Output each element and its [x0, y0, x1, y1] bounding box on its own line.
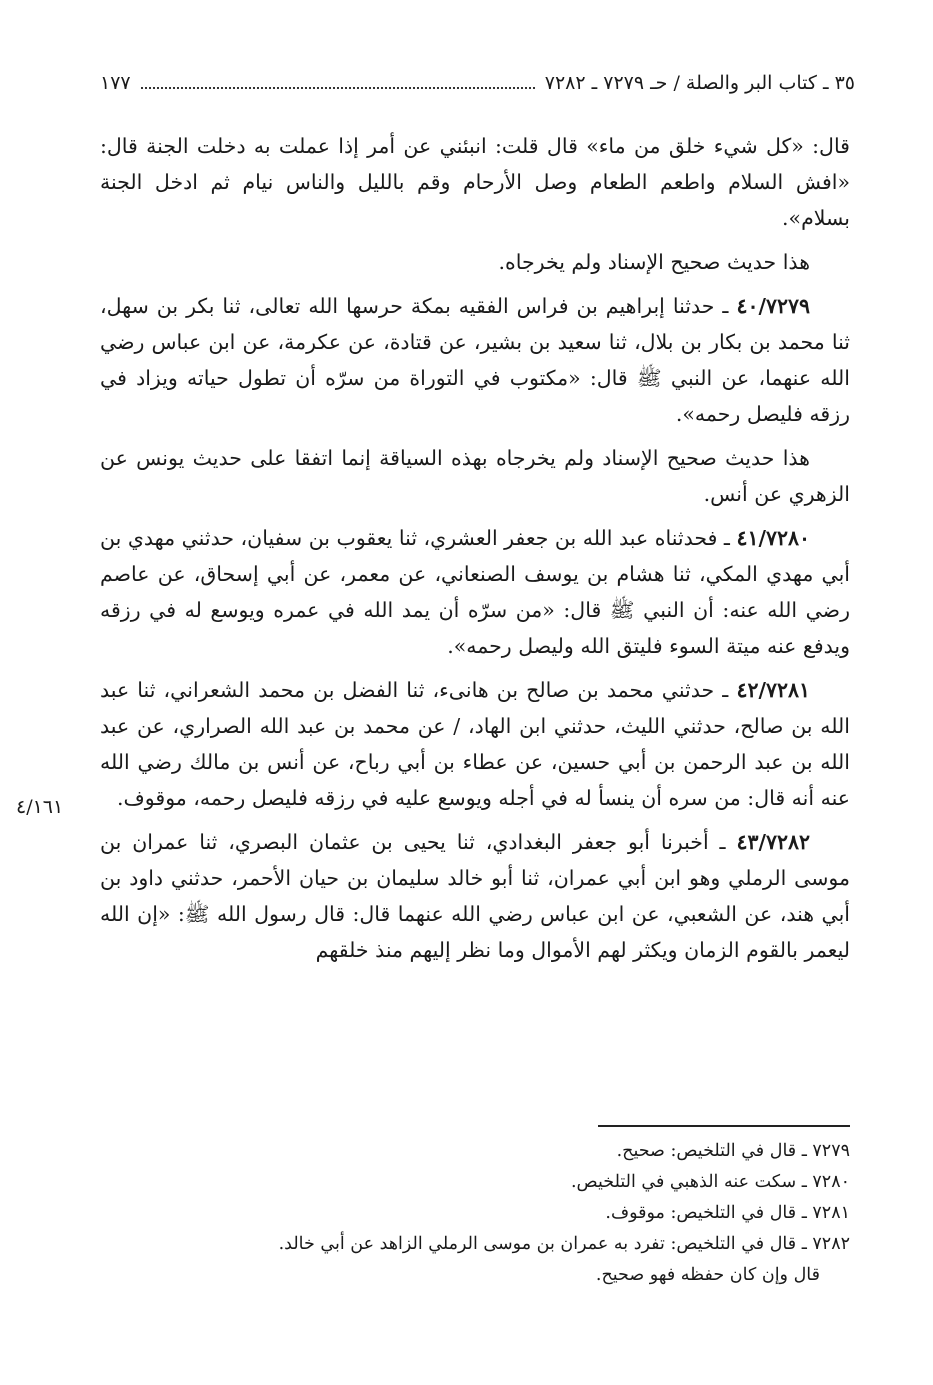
hadith-7281 — [100, 672, 850, 816]
hadith-number: ٤٢/٧٢٨١ — [736, 678, 810, 702]
hadith-number: ٤٣/٧٢٨٢ — [736, 830, 810, 854]
footnote-7280: ٧٢٨٠ ـ سكت عنه الذهبي في التلخيص. — [570, 1172, 850, 1192]
footnote-7279: ٧٢٧٩ ـ قال في التلخيص: صحيح. — [616, 1141, 850, 1161]
header-leader-dots — [141, 77, 535, 89]
hadith-text: ـ أخبرنا أبو جعفر البغدادي، ثنا يحيى بن عثمان البصري، ثنا عمران بن موسى الرملي وهو ابن أبي عمران، ثنا أبو خالد سليمان بن حيان الأحمر، حدثني داود بن أبي هند، عن الشعبي، عن ابن عباس رضي الله عنهما قال: قال رسول الله ﷺ: «إن الله ليعمر بالقوم الزمان ويكثر لهم الأموال وما نظر إليهم منذ خلقهم — [100, 830, 850, 962]
footnote-7282-continued: قال وإن كان حفظه فهو صحيح. — [595, 1265, 820, 1285]
hadith-text: ـ حدثنا إبراهيم بن فراس الفقيه بمكة حرسها الله تعالى، ثنا بكر بن سهل، ثنا محمد بن بكار بن بلال، ثنا سعيد بن بشير، عن قتادة، عن عكرمة، عن ابن عباس رضي الله عنهما، عن النبي ﷺ قال: «مكتوب في التوراة من سرّه أن تطول حياته ويزاد في رزقه فليصل رحمه». — [100, 294, 850, 426]
hadith-number: ٤٠/٧٢٧٩ — [736, 294, 810, 318]
hadith-text: ـ حدثني محمد بن صالح بن هانىء، ثنا الفضل بن محمد الشعراني، ثنا عبد الله بن صالح، حدثني الليث، حدثني ابن الهاد، / عن محمد بن عبد الله الصراري، عن عبد الله بن عبد الرحمن بن أبي حسين، عن عطاء بن أبي رباح، عن أنس بن مالك رضي الله عنه أنه قال: من سره أن ينسأ له في أجله ويوسع عليه في رزقه فليصل رحمه، موقوف. — [100, 678, 850, 810]
footnote-7282: ٧٢٨٢ ـ قال في التلخيص: تفرد به عمران بن موسى الرملي الزاهد عن أبي خالد. — [278, 1234, 850, 1254]
intro-paragraph: قال: «كل شيء خلق من ماء» قال قلت: انبئني عن أمر إذا عملت به دخلت الجنة قال: «افش السلام واطعم الطعام وصل الأرحام وقم بالليل والناس نيام ثم ادخل الجنة بسلام». — [100, 134, 850, 230]
footnote-separator — [598, 1125, 850, 1127]
hadith-7280 — [100, 520, 850, 664]
main-text — [100, 128, 850, 976]
hadith-7282 — [100, 824, 850, 968]
footnotes — [100, 1136, 850, 1291]
margin-page-reference: ٤/١٦١ — [16, 796, 64, 818]
header-title: ٣٥ ـ كتاب البر والصلة / حـ ٧٢٧٩ ـ ٧٢٨٢ — [544, 72, 855, 94]
hadith-7279 — [100, 288, 850, 432]
footnote-7281: ٧٢٨١ ـ قال في التلخيص: موقوف. — [605, 1203, 850, 1223]
running-header — [100, 66, 855, 100]
intro-verdict: هذا حديث صحيح الإسناد ولم يخرجاه. — [498, 250, 810, 274]
page-number: ١٧٧ — [100, 72, 131, 94]
hadith-7279-verdict: هذا حديث صحيح الإسناد ولم يخرجاه بهذه السياقة إنما اتفقا على حديث يونس عن الزهري عن أنس. — [100, 446, 850, 506]
hadith-number: ٤١/٧٢٨٠ — [736, 526, 810, 550]
hadith-text: ـ فحدثناه عبد الله بن جعفر العشري، ثنا يعقوب بن سفيان، حدثني مهدي بن أبي مهدي المكي، ثنا هشام بن يوسف الصنعاني، عن معمر، عن أبي إسحاق، عن عاصم رضي الله عنه: أن النبي ﷺ قال: «من سرّه أن يمد الله في عمره ويوسع له في رزقه ويدفع عنه ميتة السوء فليتق الله وليصل رحمه». — [100, 526, 850, 658]
